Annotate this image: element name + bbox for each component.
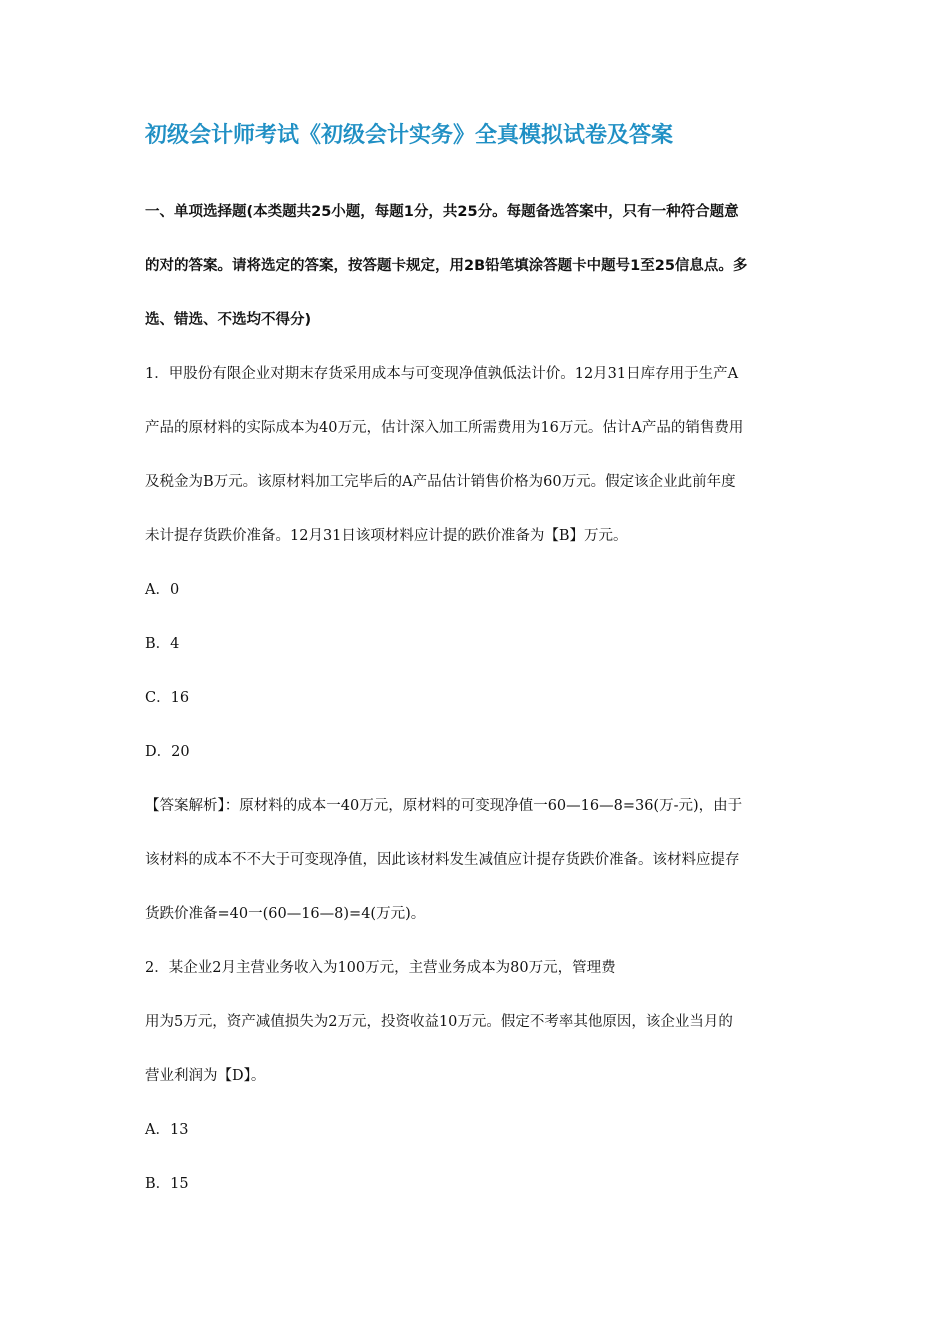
- question-1-analysis-line: 货跌价准备=40一(60—16—8)=4(万元)。: [145, 906, 426, 922]
- question-1-stem-line: 及税金为B万元。该原材料加工完毕后的A产品估计销售价格为60万元。假定该企业此前年度: [145, 474, 736, 490]
- question-2-stem-line: 营业利润为【D】。: [145, 1068, 266, 1084]
- question-1-analysis-line: 该材料的成本不不大于可变现净值，因此该材料发生减值应计提存货跌价准备。该材料应提存: [145, 852, 740, 868]
- section-heading-line: 一、单项选择题(本类题共25小题，每题1分，共25分。每题备选答案中，只有一种符合题意: [145, 204, 739, 220]
- question-1-option-b: B．4: [145, 636, 180, 652]
- question-1-analysis-line: 【答案解析】：原材料的成本一40万元，原材料的可变现净值一60—16—8=36(万-元)，由于: [145, 798, 743, 814]
- question-1-stem-line: 1．甲股份有限企业对期末存货采用成本与可变现净值孰低法计价。12月31日库存用于生产A: [145, 366, 739, 382]
- question-1-stem-line: 未计提存货跌价准备。12月31日该项材料应计提的跌价准备为【B】万元。: [145, 528, 628, 544]
- question-1-stem-line: 产品的原材料的实际成本为40万元，估计深入加工所需费用为16万元。估计A产品的销售费用: [145, 420, 744, 436]
- question-2-option-b: B．15: [145, 1176, 189, 1192]
- question-1-option-a: A．0: [145, 582, 180, 598]
- page-title: 初级会计师考试《初级会计实务》全真模拟试卷及答案: [145, 123, 674, 148]
- section-heading-line: 选、错选、不选均不得分): [145, 312, 312, 328]
- question-2-stem-line: 2．某企业2月主营业务收入为100万元，主营业务成本为80万元，管理费: [145, 960, 616, 976]
- question-1-option-d: D．20: [145, 744, 190, 760]
- question-1-option-c: C．16: [145, 690, 190, 706]
- section-heading-line: 的对的答案。请将选定的答案，按答题卡规定，用2B铅笔填涂答题卡中题号1至25信息点。多: [145, 258, 748, 274]
- question-2-option-a: A．13: [145, 1122, 189, 1138]
- question-2-stem-line: 用为5万元，资产减值损失为2万元，投资收益10万元。假定不考率其他原因，该企业当月的: [145, 1014, 733, 1030]
